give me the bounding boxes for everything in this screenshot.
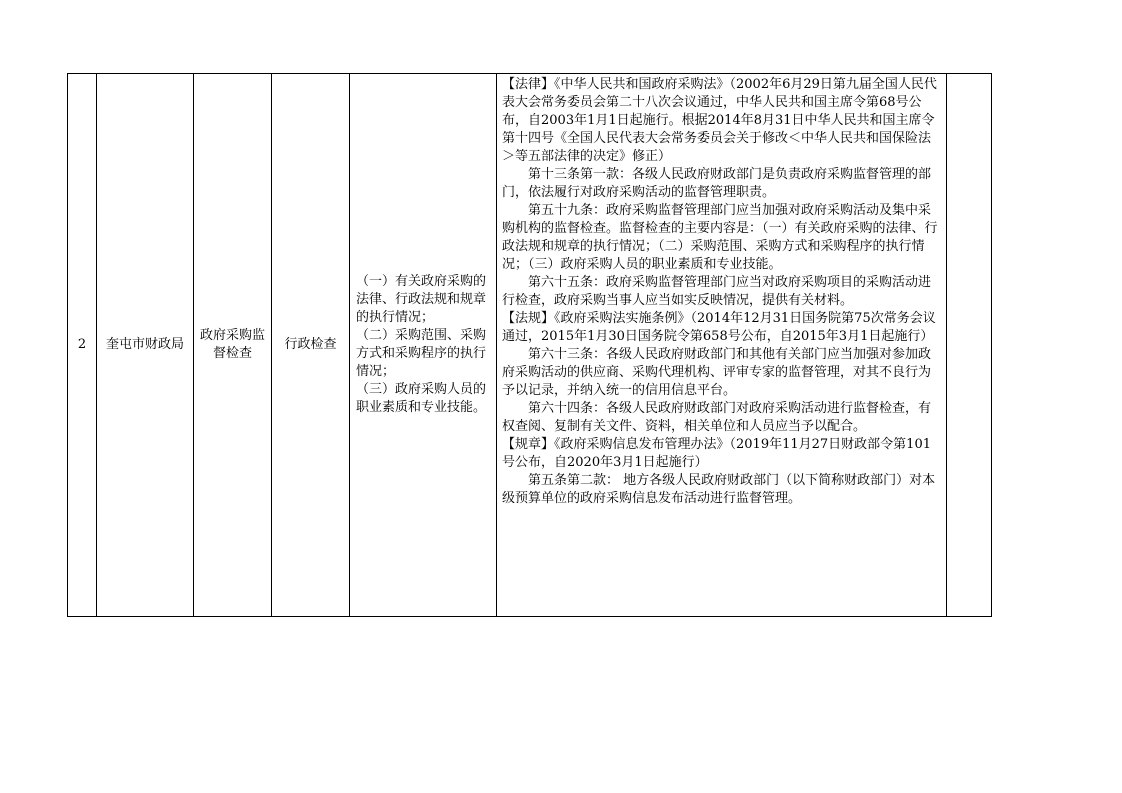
basis-article-63: 第六十三条：各级人民政府财政部门和其他有关部门应当加强对参加政府采购活动的供应商、采购代理机构、评审专家的监督管理，对其不良行为予以记录，并纳入统一的信用信息平台。	[502, 347, 932, 398]
legal-basis-cell	[497, 74, 947, 617]
basis-regulation-heading: 【法规】《政府采购法实施条例》（2014年12月31日国务院第75次常务会议通过，2015年1月30日国务院令第658号公布，自2015年3月1日起施行）	[502, 311, 936, 344]
scope-item-2: （二）采购范围、采购方式和采购程序的执行情况；	[356, 328, 487, 379]
basis-article-65: 第六十五条：政府采购监督管理部门应当对政府采购项目的采购活动进行检查，政府采购当事人应当如实反映情况，提供有关材料。	[502, 275, 932, 308]
basis-article-59: 第五十九条：政府采购监督管理部门应当加强对政府采购活动及集中采购机构的监督检查。监督检查的主要内容是：（一）有关政府采购的法律、行政法规和规章的执行情况；（二）采购范围、采购方式和采购程序的执行情况；（三）政府采购人员的职业素质和专业技能。	[502, 203, 938, 272]
basis-article-5: 第五条第二款： 地方各级人民政府财政部门（以下简称财政部门）对本级预算单位的政府采购信息发布活动进行监督管理。	[502, 473, 936, 506]
extra-cell	[947, 74, 992, 617]
basis-article-64: 第六十四条：各级人民政府财政部门对政府采购活动进行监督检查，有权查阅、复制有关文件、资料，相关单位和人员应当予以配合。	[502, 401, 932, 434]
basis-article-13: 第十三条第一款：各级人民政府财政部门是负责政府采购监督管理的部门，依法履行对政府采购活动的监督管理职责。	[502, 167, 932, 200]
scope-cell	[350, 74, 497, 617]
basis-law-heading: 【法律】《中华人民共和国政府采购法》（2002年6月29日第九届全国人民代表大会常务委员会第二十八次会议通过，中华人民共和国主席令第68号公布，自2003年1月1日起施行。根据2014年8月31日中华人民共和国主席令第十四号《全国人民代表大会常务委员会关于修改＜中华人民共和国保险法＞等五部法律的决定》修正）	[502, 77, 937, 164]
organization-cell: 奎屯市财政局	[97, 74, 194, 617]
row-number: 2	[68, 74, 97, 617]
scope-item-3: （三）政府采购人员的职业素质和专业技能。	[356, 382, 487, 415]
scope-item-1: （一）有关政府采购的法律、行政法规和规章的执行情况；	[356, 274, 487, 325]
check-type-cell: 行政检查	[272, 74, 350, 617]
table-row	[68, 74, 992, 617]
inspection-table	[67, 73, 992, 617]
item-name-cell: 政府采购监督检查	[194, 74, 272, 617]
basis-rule-heading: 【规章】《政府采购信息发布管理办法》（2019年11月27日财政部令第101号公布，自2020年3月1日起施行）	[502, 437, 931, 470]
